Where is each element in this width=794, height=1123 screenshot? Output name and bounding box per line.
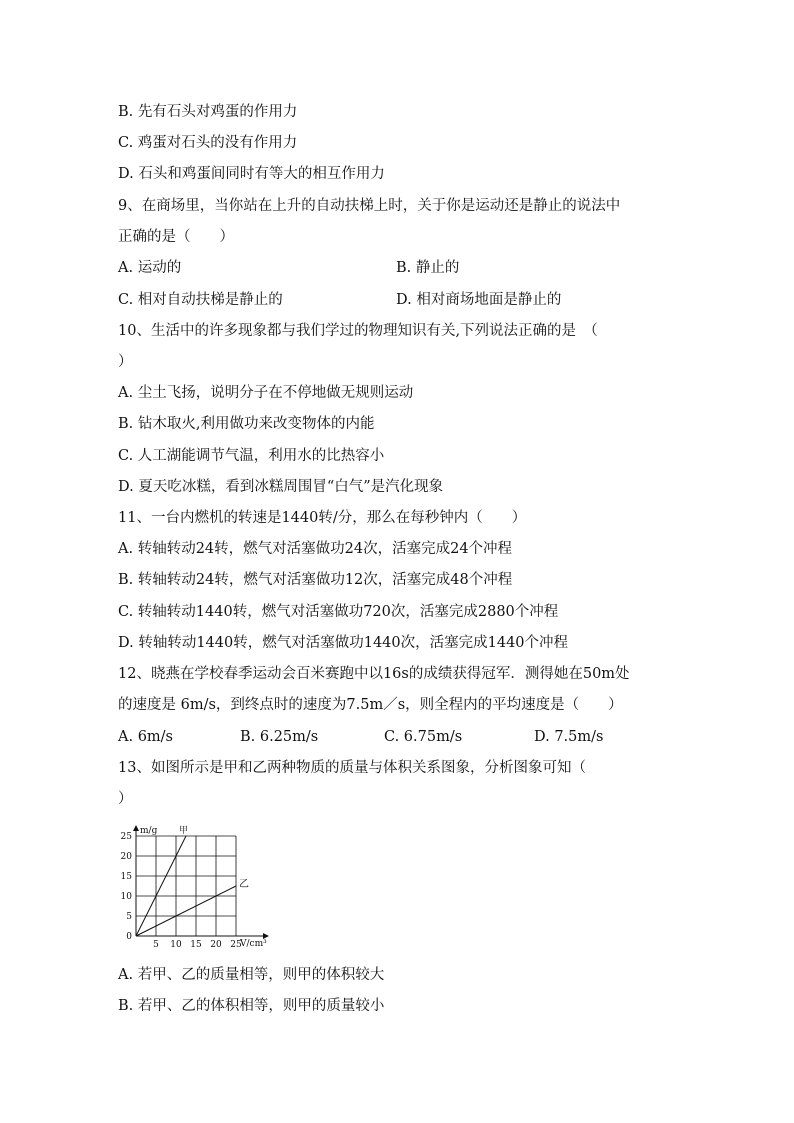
y-axis-label: m/g [140, 826, 158, 836]
line-q8-option-d: D. 石头和鸡蛋间同时有等大的相互作用力 [118, 166, 385, 182]
question-9-option-d: D. 相对商场地面是静止的 [396, 292, 562, 308]
x-tick-label: 20 [210, 940, 222, 950]
y-tick-label: 0 [126, 932, 132, 942]
question-9-option-c: C. 相对自动扶梯是静止的 [118, 292, 283, 308]
question-9-option-a: A. 运动的 [118, 260, 182, 276]
question-12-stem-cont: 的速度是 6m/s，到终点时的速度为7.5m／s，则全程内的平均速度是（ ） [118, 697, 623, 713]
question-11-option-c: C. 转轴转动1440转，燃气对活塞做功720次，活塞完成2880个冲程 [118, 604, 559, 620]
question-11-option-a: A. 转轴转动24转，燃气对活塞做功24次，活塞完成24个冲程 [118, 541, 513, 557]
question-12-option-d: D. 7.5m/s [534, 729, 604, 745]
grid-lines [136, 836, 236, 936]
series-label-jia: 甲 [179, 826, 189, 836]
question-10-option-c: C. 人工湖能调节气温，利用水的比热容小 [118, 448, 385, 464]
question-10-stem: 10、生活中的许多现象都与我们学过的物理知识有关,下列说法正确的是 （ [118, 323, 598, 339]
x-axis-label: V/cm³ [240, 939, 267, 949]
y-tick-label: 15 [120, 872, 132, 882]
question-12-stem: 12、晓燕在学校春季运动会百米赛跑中以16s的成绩获得冠军．测得她在50m处 [118, 666, 630, 682]
question-9-stem-cont: 正确的是（ ） [118, 229, 234, 245]
question-12-option-c: C. 6.75m/s [384, 729, 463, 745]
question-12-option-b: B. 6.25m/s [240, 729, 319, 745]
x-tick-label: 10 [170, 940, 182, 950]
question-13-option-b: B. 若甲、乙的体积相等，则甲的质量较小 [118, 998, 385, 1014]
question-13-stem-cont: ） [118, 791, 133, 807]
question-11-stem: 11、一台内燃机的转速是1440转/分，那么在每秒钟内（ ） [118, 510, 527, 526]
line-q8-option-c: C. 鸡蛋对石头的没有作用力 [118, 135, 298, 151]
y-tick-label: 20 [120, 852, 132, 862]
question-12-option-a: A. 6m/s [118, 729, 173, 745]
series-line-jia [136, 836, 186, 936]
y-tick-label: 25 [120, 832, 132, 842]
y-tick-label: 10 [120, 892, 132, 902]
mass-volume-graph [116, 822, 291, 954]
x-tick-label: 25 [230, 940, 242, 950]
question-11-option-b: B. 转轴转动24转，燃气对活塞做功12次，活塞完成48个冲程 [118, 572, 513, 588]
question-13-stem: 13、如图所示是甲和乙两种物质的质量与体积关系图象，分析图象可知（ [118, 760, 586, 776]
question-10-option-d: D. 夏天吃冰糕，看到冰糕周围冒“白气”是汽化现象 [118, 479, 444, 495]
series-label-yi: 乙 [239, 879, 249, 890]
question-10-option-a: A. 尘土飞扬，说明分子在不停地做无规则运动 [118, 385, 414, 401]
question-9-stem: 9、在商场里，当你站在上升的自动扶梯上时，关于你是运动还是静止的说法中 [118, 198, 621, 214]
x-tick-label: 5 [153, 940, 159, 950]
question-11-option-d: D. 转轴转动1440转，燃气对活塞做功1440次，活塞完成1440个冲程 [118, 635, 569, 651]
x-tick-label: 15 [190, 940, 202, 950]
y-tick-label: 5 [126, 912, 132, 922]
question-10-option-b: B. 钻木取火,利用做功来改变物体的内能 [118, 416, 375, 432]
question-13-option-a: A. 若甲、乙的质量相等，则甲的体积较大 [118, 967, 385, 983]
question-9-option-b: B. 静止的 [396, 260, 460, 276]
line-q8-option-b: B. 先有石头对鸡蛋的作用力 [118, 104, 298, 120]
question-10-stem-cont: ） [118, 354, 133, 370]
series-line-yi [136, 886, 236, 936]
